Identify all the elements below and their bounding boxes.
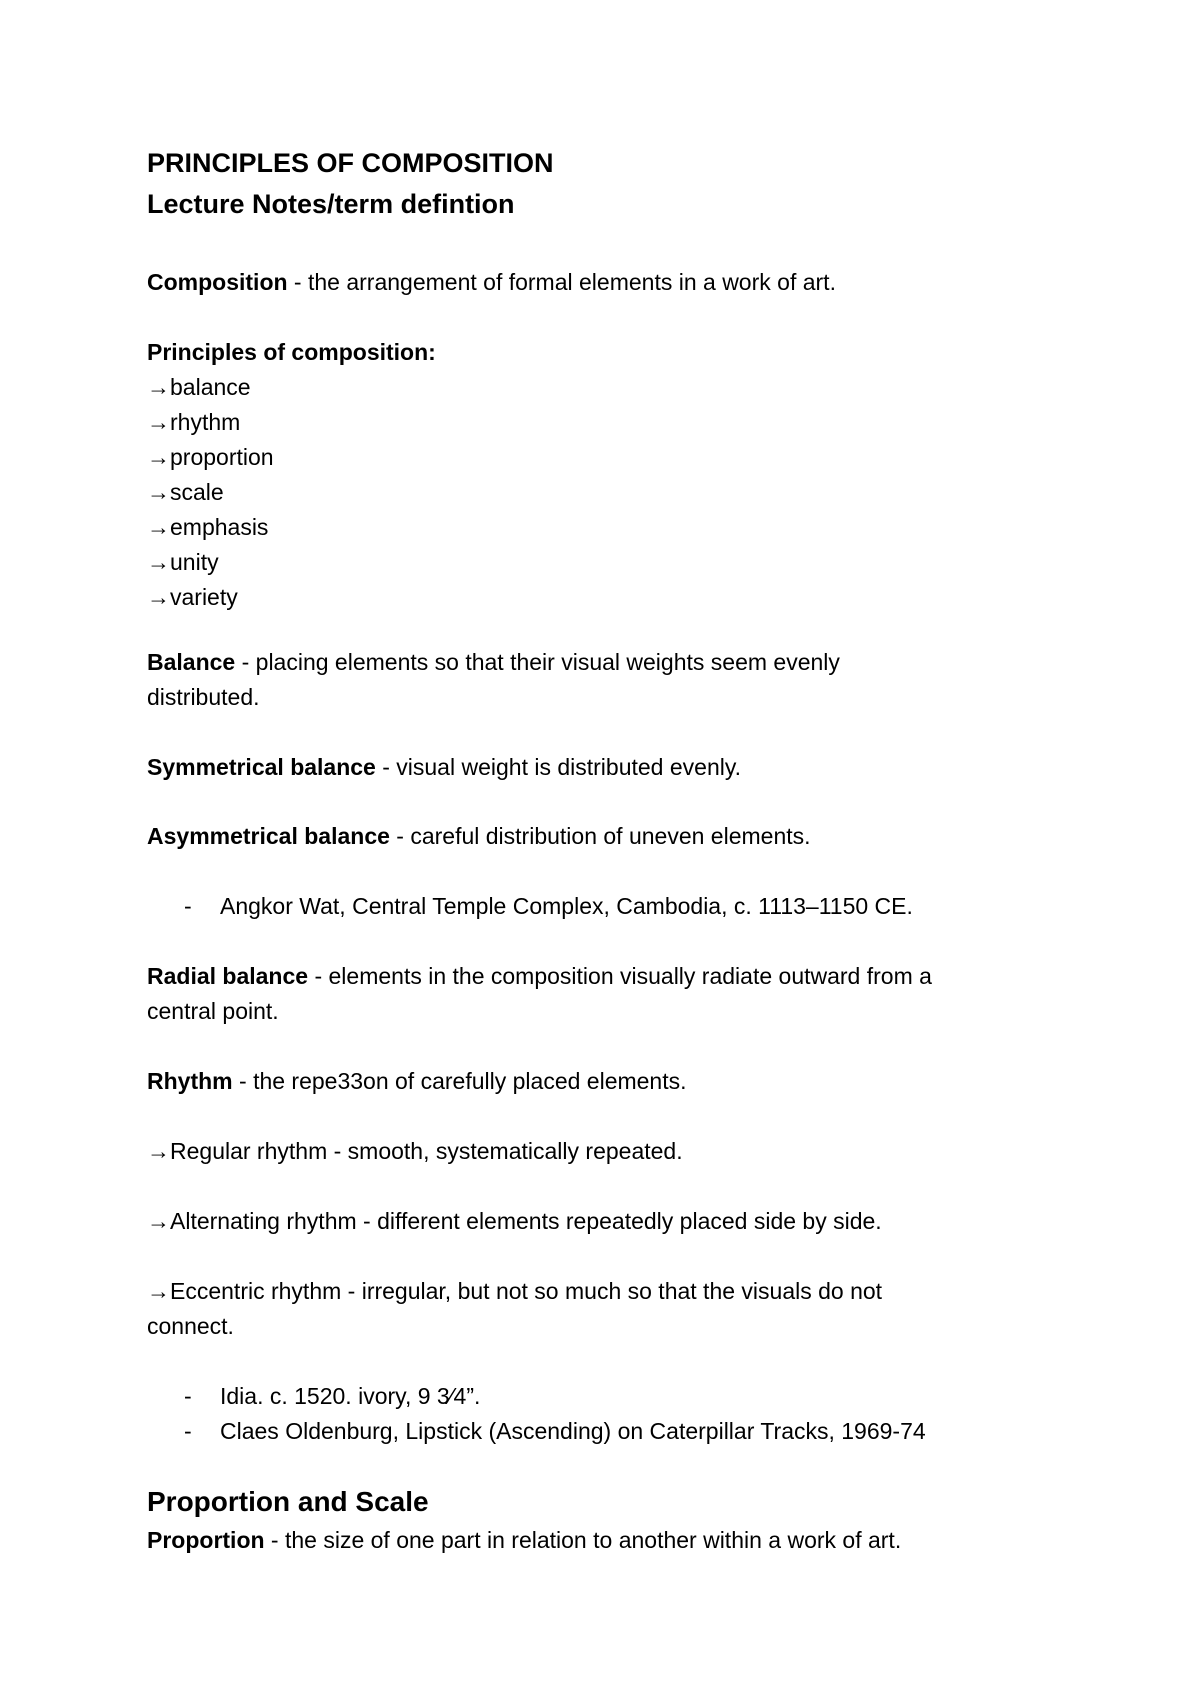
- balance-definition: [147, 648, 840, 676]
- composition-text: - the arrangement of formal elements in a work of art.: [287, 269, 836, 295]
- dash-bullet: -: [184, 893, 192, 919]
- principle-item: →emphasis: [147, 514, 269, 540]
- example-list-item: [184, 1382, 480, 1410]
- radial-definition-continued: central point.: [147, 998, 279, 1024]
- balance-text: - placing elements so that their visual weights seem evenly: [235, 649, 840, 675]
- asymmetrical-text: - careful distribution of uneven elements.: [389, 823, 811, 849]
- alternating-rhythm: →Alternating rhythm - different elements repeatedly placed side by side.: [147, 1208, 882, 1234]
- rhythm-term: Rhythm: [147, 1068, 233, 1094]
- symmetrical-term: Symmetrical balance: [147, 754, 376, 780]
- proportion-definition: [147, 1526, 901, 1554]
- principle-item: →scale: [147, 479, 224, 505]
- balance-definition-continued: distributed.: [147, 684, 260, 710]
- principle-item: →variety: [147, 584, 238, 610]
- principle-item: →unity: [147, 549, 219, 575]
- regular-rhythm: →Regular rhythm - smooth, systematically repeated.: [147, 1138, 683, 1164]
- example-text: Idia. c. 1520. ivory, 9 3⁄4”.: [220, 1383, 481, 1409]
- symmetrical-definition: [147, 753, 741, 781]
- example-text: Claes Oldenburg, Lipstick (Ascending) on Caterpillar Tracks, 1969-74: [220, 1418, 926, 1444]
- composition-definition: [147, 268, 836, 296]
- principle-item: →balance: [147, 374, 251, 400]
- principles-heading: Principles of composition:: [147, 339, 436, 365]
- principle-item: →proportion: [147, 444, 274, 470]
- eccentric-rhythm: →Eccentric rhythm - irregular, but not so much so that the visuals do not: [147, 1278, 883, 1304]
- symmetrical-text: - visual weight is distributed evenly.: [375, 754, 742, 780]
- radial-definition: [147, 962, 932, 990]
- rhythm-definition: [147, 1067, 687, 1095]
- proportion-text: - the size of one part in relation to another within a work of art.: [264, 1527, 902, 1553]
- principle-item: →rhythm: [147, 409, 241, 435]
- example-text: Angkor Wat, Central Temple Complex, Cambodia, c. 1113–1150 CE.: [220, 893, 913, 919]
- asymmetrical-definition: [147, 822, 811, 850]
- proportion-term: Proportion: [147, 1527, 265, 1553]
- example-list-item: [184, 892, 913, 920]
- radial-text: - elements in the composition visually radiate outward from a: [308, 963, 932, 989]
- section-heading: Proportion and Scale: [147, 1486, 429, 1517]
- composition-term: Composition: [147, 269, 288, 295]
- dash-bullet: -: [184, 1418, 192, 1444]
- document-subtitle: Lecture Notes/term defintion: [147, 189, 515, 219]
- dash-bullet: -: [184, 1383, 192, 1409]
- eccentric-rhythm-continued: connect.: [147, 1313, 234, 1339]
- balance-term: Balance: [147, 649, 236, 675]
- document-title: PRINCIPLES OF COMPOSITION: [147, 148, 554, 178]
- rhythm-text: - the repe33on of carefully placed elements.: [232, 1068, 687, 1094]
- asymmetrical-term: Asymmetrical balance: [147, 823, 390, 849]
- radial-term: Radial balance: [147, 963, 309, 989]
- example-list-item: [184, 1417, 926, 1445]
